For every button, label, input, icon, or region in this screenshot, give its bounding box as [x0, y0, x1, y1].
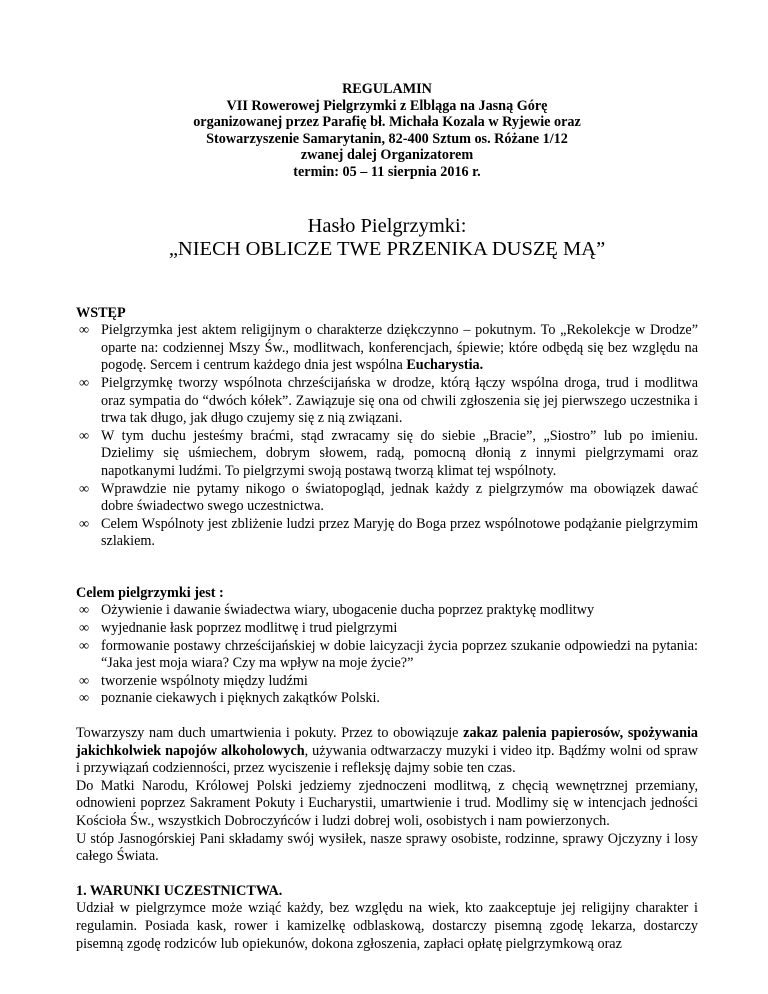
- bullet-icon: ∞: [78, 322, 90, 339]
- penance-paragraph: Towarzyszy nam duch umartwienia i pokuty. Przez to obowiązuje zakaz palenia papierosów, spożywania jakichkolwiek napojów alkoholowych, używania odtwarzaczy muzyki i video itp. Bądźmy wolni od spraw i przywiązań codzienności, przez wyciszenie i refleksję dajmy sobie ten czas.: [76, 725, 699, 777]
- list-item: ∞ formowanie postawy chrześcijańskiej w dobie laicyzacji życia poprzez szukanie odpowiedzi na pytania: “Jaka jest moja wiara? Czy ma wpływ na moje życie?”: [76, 638, 698, 673]
- list-item: ∞ tworzenie wspólnoty między ludźmi: [76, 673, 698, 691]
- bullet-icon: ∞: [78, 672, 90, 689]
- offering-paragraph: U stóp Jasnogórskiej Pani składamy swój wysiłek, nasze sprawy osobiste, rodzinne, sprawy Ojczyzny i losy całego Świata.: [76, 830, 698, 865]
- section-paragraph: Udział w pielgrzymce może wziąć każdy, bez względu na wiek, kto zaakceptuje jej religijny charakter i regulamin. Posiada kask, rower i kamizelkę odblaskową, dostarczy pisemną zgodę lekarza, dostarczy pisemną zgodę rodziców lub opiekunów, dokona zgłoszenia, zapłaci opłatę pielgrzymkową oraz: [76, 900, 698, 952]
- list-item: ∞ wyjednanie łask poprzez modlitwę i trud pielgrzymi: [76, 620, 698, 638]
- bullet-icon: ∞: [78, 690, 90, 707]
- header-title: REGULAMIN: [342, 81, 432, 97]
- bullet-icon: ∞: [78, 480, 90, 497]
- intro-list: [76, 322, 698, 551]
- intro-heading: WSTĘP: [76, 304, 126, 321]
- list-item: ∞ poznanie ciekawych i pięknych zakątków Polski.: [76, 690, 698, 708]
- list-item: ∞ Ożywienie i dawanie świadectwa wiary, ubogacenie ducha poprzez praktykę modlitwy: [76, 602, 698, 620]
- header-organizer-note: zwanej dalej Organizatorem: [300, 147, 474, 164]
- bullet-icon: ∞: [78, 374, 90, 391]
- bullet-icon: ∞: [78, 515, 90, 532]
- header-event-name: VII Rowerowej Pielgrzymki z Elbląga na Jasną Górę: [226, 97, 548, 114]
- bullet-icon: ∞: [78, 637, 90, 654]
- bullet-icon: ∞: [78, 427, 90, 444]
- header-date: termin: 05 – 11 sierpnia 2016 r.: [293, 163, 481, 180]
- list-item: ∞ Pielgrzymkę tworzy wspólnota chrześcijańska w drodze, którą łączy wspólna droga, trud i modlitwa oraz sympatia do “dwóch kółek”. Zawiązuje się ona od chwili zgłoszenia się jej pierwszego uczestnika i trwa tak długo, jak długo czujemy się z nią związani.: [76, 375, 698, 428]
- list-item: ∞ Pielgrzymka jest aktem religijnym o charakterze dziękczynno – pokutnym. To „Rekolekcje w Drodze” oparte na: codziennej Mszy Św., modlitwach, konferencjach, śpiewie; które odbędą się bez względu na pogodę. Sercem i centrum każdego dnia jest wspólna Eucharystia.: [76, 322, 698, 375]
- motto-text: „NIECH OBLICZE TWE PRZENIKA DUSZĘ MĄ”: [168, 237, 606, 260]
- motto-label: Hasło Pielgrzymki:: [307, 214, 467, 237]
- list-item: ∞ Celem Wspólnoty jest zbliżenie ludzi przez Maryję do Boga przez wspólnotowe podążanie pielgrzymim szlakiem.: [76, 516, 698, 551]
- document-header: [76, 81, 698, 181]
- section-heading: 1. WARUNKI UCZESTNICTWA.: [76, 882, 283, 899]
- motto: [76, 215, 698, 261]
- header-organizer-parish: organizowanej przez Parafię bł. Michała Kozala w Ryjewie oraz: [193, 114, 581, 131]
- bullet-icon: ∞: [78, 620, 90, 637]
- document-page: [76, 81, 698, 953]
- emphasis: Eucharystia.: [406, 357, 484, 374]
- bullet-icon: ∞: [78, 602, 90, 619]
- goals-list: [76, 602, 698, 708]
- goals-heading: Celem pielgrzymki jest :: [76, 584, 224, 601]
- intentions-paragraph: Do Matki Narodu, Królowej Polski jedziemy zjednoczeni modlitwą, z chęcią wewnętrznej przemiany, odnowieni poprzez Sakrament Pokuty i Eucharystii, umartwienie i trud. Modlimy się w intencjach jedności Kościoła Św., wszystkich Dobroczyńców i ludzi dobrej woli, osobistych i nam powierzonych.: [76, 777, 698, 829]
- list-item: ∞ W tym duchu jesteśmy braćmi, stąd zwracamy się do siebie „Bracie”, „Siostro” lub po imieniu. Dzielimy się uśmiechem, dobrym słowem, radą, pomocną dłonią z innymi pielgrzymami oraz napotkanymi ludźmi. To pielgrzymi swoją postawą tworzą klimat tej wspólnoty.: [76, 428, 698, 481]
- list-item: ∞ Wprawdzie nie pytamy nikogo o światopogląd, jednak każdy z pielgrzymów ma obowiązek dawać dobre świadectwo swego uczestnictwa.: [76, 481, 698, 516]
- header-organizer-association: Stowarzyszenie Samarytanin, 82-400 Sztum os. Różane 1/12: [206, 130, 568, 147]
- emphasis: zakaz palenia papierosów, spożywania jakichkolwiek napojów alkoholowych: [76, 725, 699, 759]
